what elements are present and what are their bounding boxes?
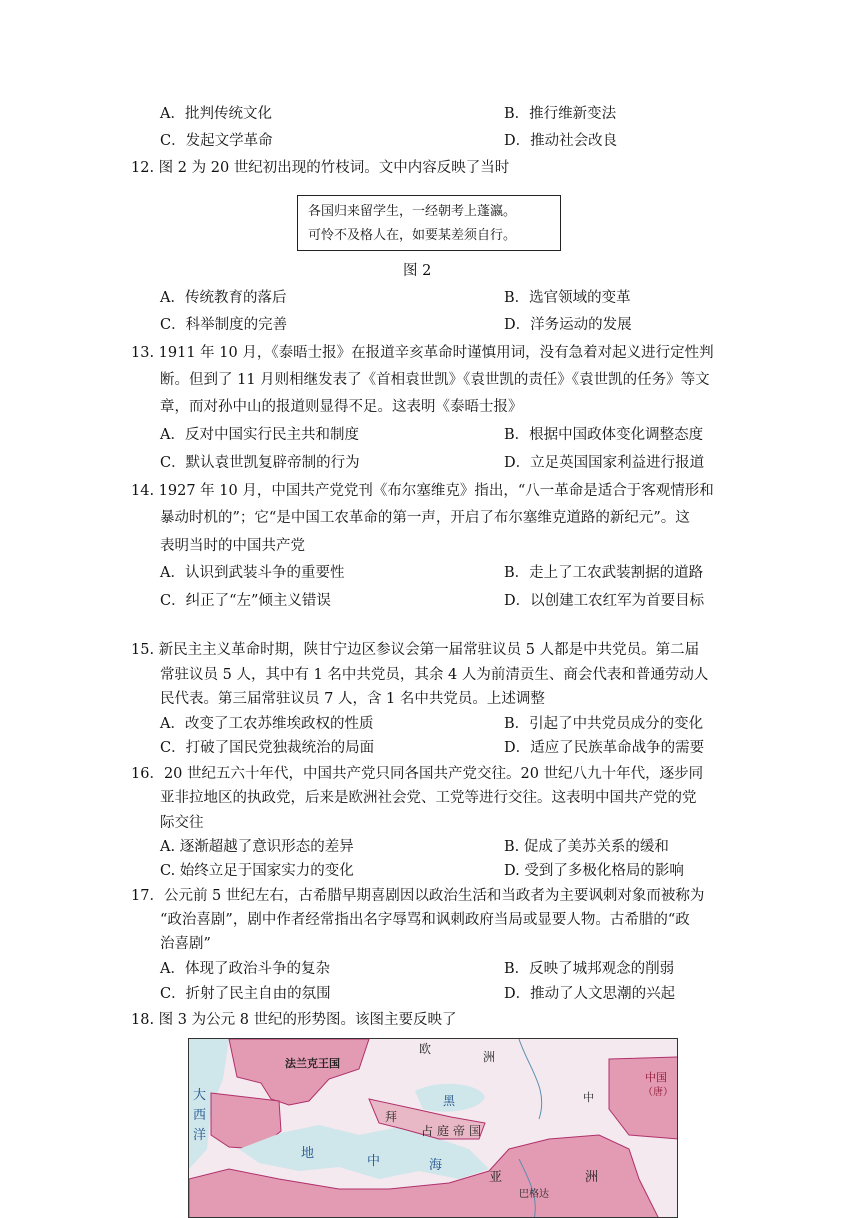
- q14-option-c: C．纠正了“左”倾主义错误: [160, 593, 331, 609]
- q17-option-c: C．折射了民主自由的氛围: [160, 986, 331, 1002]
- q16-option-b: B. 促成了美苏关系的缓和: [504, 839, 669, 855]
- label-baghdad: 巴格达: [519, 1189, 549, 1200]
- label-asia-1: 亚: [489, 1170, 503, 1185]
- label-med-1: 地: [301, 1146, 315, 1161]
- q17-option-d: D．推动了人文思潮的兴起: [504, 986, 676, 1002]
- label-central: 中: [583, 1091, 594, 1104]
- q17-option-a: A．体现了政治斗争的复杂: [160, 961, 330, 977]
- q13-option-c: C．默认袁世凯复辟帝制的行为: [160, 455, 360, 471]
- q18-stem: 18. 图 3 为公元 8 世纪的形势图。该图主要反映了: [131, 1012, 457, 1028]
- q15-stem-line-2: 常驻议员 5 人，其中有 1 名中共党员，其余 4 人为前清贡生、商会代表和普通劳动人: [160, 667, 709, 683]
- q12-poem-line-1: 各国归来留学生，一经朝考上蓬瀛。: [308, 204, 517, 219]
- q11-option-c: C．发起文学革命: [160, 133, 273, 149]
- q17-option-b: B．反映了城邦观念的削弱: [504, 961, 675, 977]
- label-europe-1: 欧: [419, 1042, 432, 1056]
- label-europe-2: 洲: [483, 1050, 496, 1064]
- q15-option-a: A．改变了工农苏维埃政权的性质: [160, 716, 374, 732]
- q12-stem: 12. 图 2 为 20 世纪初出现的竹枝词。文中内容反映了当时: [131, 160, 510, 176]
- q17-stem-line-2: “政治喜剧”，剧中作者经常指出名字辱骂和讽刺政府当局或显要人物。古希腊的“政: [160, 912, 690, 928]
- label-asia-2: 洲: [585, 1170, 599, 1185]
- q12-option-a: A．传统教育的落后: [160, 290, 287, 306]
- q11-option-d: D．推动社会改良: [504, 133, 618, 149]
- q14-option-a: A．认识到武装斗争的重要性: [160, 565, 345, 581]
- q15-stem-line-1: 15. 新民主主义革命时期，陕甘宁边区参议会第一届常驻议员 5 人都是中共党员。第二届: [131, 642, 700, 658]
- label-med-3: 海: [429, 1158, 443, 1173]
- map-svg: [189, 1039, 678, 1218]
- q11-option-b: B．推行维新变法: [504, 106, 617, 122]
- label-black-sea: 黑: [443, 1094, 456, 1108]
- q12-poem-box: [297, 195, 561, 251]
- q14-stem-line-3: 表明当时的中国共产党: [160, 538, 305, 554]
- q16-stem-line-1: 16．20 世纪五六十年代，中国共产党只同各国共产党交往。20 世纪八九十年代，逐步同: [131, 766, 704, 782]
- label-china: 中国: [645, 1071, 667, 1084]
- q15-option-b: B．引起了中共党员成分的变化: [504, 716, 704, 732]
- q14-option-d: D．以创建工农红军为首要目标: [504, 593, 705, 609]
- q13-stem-line-1: 13. 1911 年 10 月，《泰晤士报》在报道辛亥革命时谨慎用词，没有急着对起义进行定性判: [131, 345, 714, 361]
- q16-stem-line-2: 亚非拉地区的执政党，后来是欧洲社会党、工党等进行交往。这表明中国共产党的党: [160, 790, 697, 806]
- q13-option-a: A．反对中国实行民主共和制度: [160, 427, 359, 443]
- label-byzantine-2: 占: [421, 1124, 434, 1138]
- q13-stem-line-3: 章，而对孙中山的报道则显得不足。这表明《泰晤士报》: [160, 399, 523, 415]
- q12-option-c: C．科举制度的完善: [160, 317, 288, 333]
- q16-option-d: D. 受到了多极化格局的影响: [504, 863, 684, 879]
- q17-stem-line-1: 17．公元前 5 世纪左右，古希腊早期喜剧因以政治生活和当政者为主要讽刺对象而被称为: [131, 888, 705, 904]
- q16-stem-line-3: 际交往: [160, 815, 204, 831]
- q15-option-d: D．适应了民族革命战争的需要: [504, 740, 705, 756]
- q15-option-c: C．打破了国民党独裁统治的局面: [160, 740, 375, 756]
- q16-option-c: C. 始终立足于国家实力的变化: [160, 863, 354, 879]
- label-med-2: 中: [367, 1154, 381, 1169]
- label-byzantine-5: 国: [469, 1124, 482, 1138]
- q11-option-a: A．批判传统文化: [160, 106, 272, 122]
- q13-option-d: D．立足英国国家利益进行报道: [504, 455, 705, 471]
- q13-stem-line-2: 断。但到了 11 月则相继发表了《首相袁世凯》《袁世凯的责任》《袁世凯的任务》等文: [160, 372, 710, 388]
- q15-stem-line-3: 民代表。第三届常驻议员 7 人，含 1 名中共党员。上述调整: [160, 691, 545, 707]
- q17-stem-line-3: 治喜剧”: [160, 936, 211, 952]
- q14-stem-line-1: 14. 1927 年 10 月，中国共产党党刊《布尔塞维克》指出，“八一革命是适合于客观情形和: [131, 483, 714, 499]
- q14-option-b: B．走上了工农武装割据的道路: [504, 565, 704, 581]
- label-byzantine-3: 庭: [437, 1124, 450, 1138]
- label-atlantic-3: 洋: [193, 1128, 207, 1143]
- q14-stem-line-2: 暴动时机的”；它“是中国工农革命的第一声，开启了布尔塞维克道路的新纪元”。这: [160, 510, 690, 526]
- q12-option-b: B．选官领域的变革: [504, 290, 631, 306]
- label-atlantic-1: 大: [193, 1088, 207, 1103]
- q12-figure-caption: 图 2: [403, 263, 432, 279]
- label-atlantic-2: 西: [193, 1108, 207, 1123]
- label-byzantine-4: 帝: [453, 1124, 466, 1138]
- q12-option-d: D．洋务运动的发展: [504, 317, 632, 333]
- q16-option-a: A. 逐渐超越了意识形态的差异: [160, 839, 354, 855]
- label-frank: 法兰克王国: [285, 1057, 340, 1070]
- q13-option-b: B．根据中国政体变化调整态度: [504, 427, 704, 443]
- label-tang: （唐）: [643, 1087, 673, 1098]
- q12-poem-line-2: 可怜不及格人在，如要某差须自行。: [308, 228, 517, 243]
- historical-map-8th-century: [188, 1038, 678, 1218]
- label-byzantine-1: 拜: [385, 1110, 398, 1124]
